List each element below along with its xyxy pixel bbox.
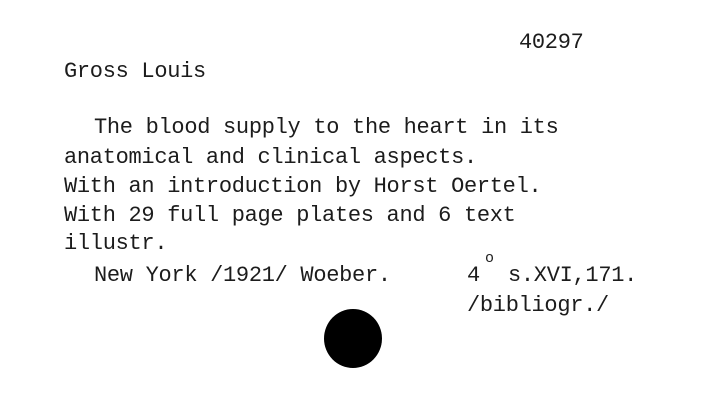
title-line: The blood supply to the heart in its: [94, 115, 559, 140]
title-line: With 29 full page plates and 6 text: [64, 203, 516, 228]
title-line: With an introduction by Horst Oertel.: [64, 174, 542, 199]
author-name: Gross Louis: [64, 59, 206, 84]
format: 4: [467, 263, 480, 288]
imprint: New York /1921/ Woeber.: [94, 263, 391, 288]
format-superscript: o: [485, 250, 494, 267]
title-line: anatomical and clinical aspects.: [64, 145, 477, 170]
collation: s.XVI,171.: [508, 263, 638, 288]
title-line: illustr.: [64, 231, 168, 256]
punch-hole: [324, 309, 382, 368]
catalog-number: 40297: [519, 30, 584, 55]
bibliography-note: /bibliogr./: [467, 293, 609, 318]
